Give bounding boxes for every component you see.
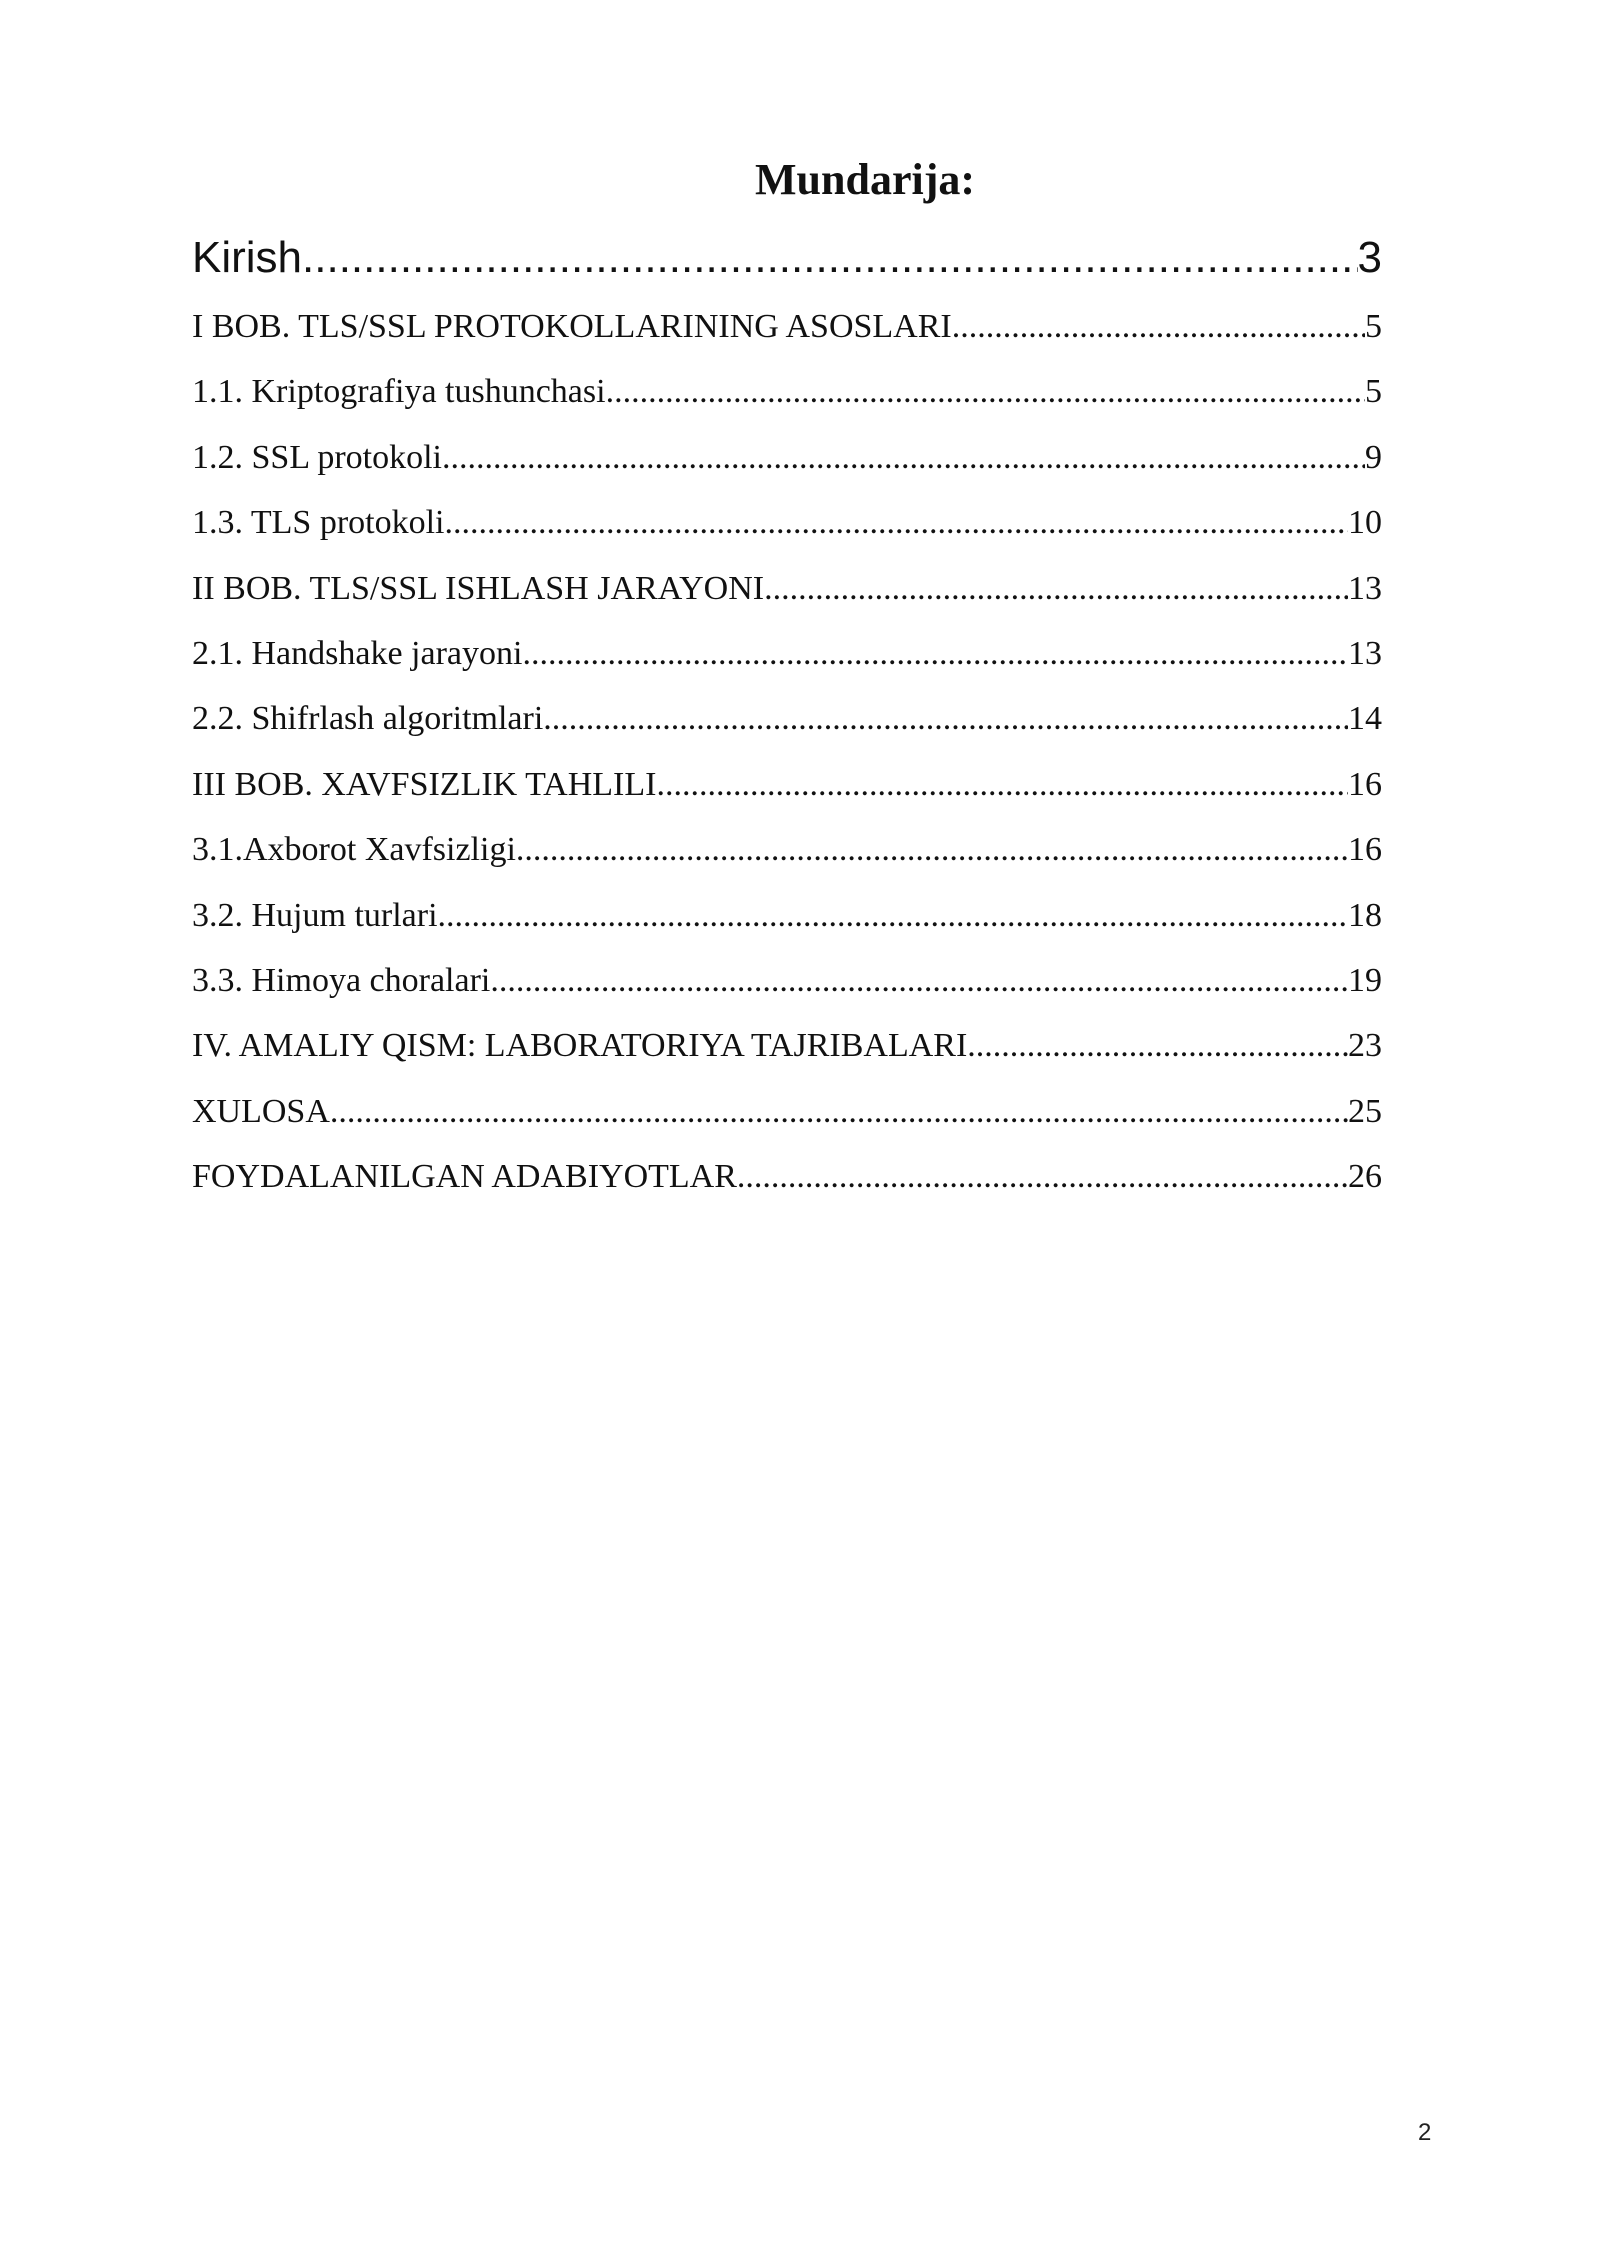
- toc-leader-dots: [445, 490, 1349, 555]
- page-number: 2: [1418, 2119, 1432, 2146]
- toc-entry-page: 23: [1348, 1027, 1382, 1065]
- toc-entry[interactable]: [192, 222, 1382, 294]
- toc-entry[interactable]: [192, 817, 1382, 882]
- toc-entry[interactable]: [192, 294, 1382, 359]
- toc-entry[interactable]: [192, 686, 1382, 751]
- toc-entry-page: 19: [1348, 961, 1382, 999]
- toc-entry[interactable]: [192, 556, 1382, 621]
- toc-entry-page: 16: [1348, 831, 1382, 869]
- toc-title: Mundarija:: [755, 155, 975, 204]
- toc-entry-page: 14: [1348, 700, 1382, 738]
- toc-entry[interactable]: [192, 948, 1382, 1013]
- toc-entry-label: IV. AMALIY QISM: LABORATORIYA TAJRIBALARI: [192, 1027, 968, 1065]
- table-of-contents: [192, 222, 1382, 1209]
- toc-entry[interactable]: [192, 883, 1382, 948]
- toc-entry-page: 18: [1348, 896, 1382, 934]
- toc-entry-label: 1.2. SSL protokoli: [192, 438, 442, 476]
- toc-entry[interactable]: [192, 425, 1382, 490]
- toc-leader-dots: [606, 359, 1365, 424]
- toc-entry-page: 9: [1365, 438, 1382, 476]
- toc-entry-label: FOYDALANILGAN ADABIYOTLAR: [192, 1158, 737, 1196]
- toc-leader-dots: [764, 556, 1348, 621]
- toc-leader-dots: [516, 817, 1348, 882]
- toc-entry-label: 2.2. Shifrlash algoritmlari: [192, 700, 544, 738]
- toc-entry-label: XULOSA: [192, 1092, 330, 1130]
- toc-entry-label: Kirish: [192, 233, 303, 282]
- toc-entry-label: I BOB. TLS/SSL PROTOKOLLARINING ASOSLARI: [192, 308, 952, 345]
- toc-entry[interactable]: [192, 1144, 1382, 1209]
- toc-entry-page: 13: [1348, 569, 1382, 607]
- toc-entry-page: 13: [1348, 634, 1382, 672]
- toc-entry-page: 10: [1348, 504, 1382, 542]
- toc-entry-page: 3: [1357, 233, 1382, 282]
- toc-entry-label: II BOB. TLS/SSL ISHLASH JARAYONI: [192, 569, 765, 607]
- toc-entry-label: 3.3. Himoya choralari: [192, 961, 491, 999]
- toc-entry-label: 3.1.Axborot Xavfsizligi: [192, 831, 516, 869]
- toc-leader-dots: [737, 1144, 1348, 1209]
- toc-entry[interactable]: [192, 490, 1382, 555]
- toc-entry-label: 2.1. Handshake jarayoni: [192, 634, 523, 672]
- toc-entry-page: 5: [1365, 373, 1382, 411]
- toc-leader-dots: [438, 883, 1348, 948]
- toc-entry-label: 3.2. Hujum turlari: [192, 896, 438, 934]
- toc-entry-label: 1.1. Kriptografiya tushunchasi: [192, 373, 606, 411]
- toc-entry-label: 1.3. TLS protokoli: [192, 504, 445, 542]
- toc-entry-page: 5: [1365, 308, 1382, 345]
- toc-entry[interactable]: [192, 752, 1382, 817]
- toc-leader-dots: [967, 1013, 1348, 1078]
- toc-entry[interactable]: [192, 621, 1382, 686]
- toc-entry-page: 16: [1348, 765, 1382, 803]
- toc-leader-dots: [490, 948, 1348, 1013]
- toc-entry[interactable]: [192, 1079, 1382, 1144]
- toc-leader-dots: [330, 1079, 1348, 1144]
- toc-entry[interactable]: [192, 1013, 1382, 1078]
- toc-entry-label: III BOB. XAVFSIZLIK TAHLILI: [192, 765, 657, 803]
- toc-leader-dots: [952, 294, 1365, 359]
- toc-entry-page: 25: [1348, 1092, 1382, 1130]
- toc-leader-dots: [522, 621, 1348, 686]
- toc-leader-dots: [442, 425, 1365, 490]
- toc-leader-dots: [543, 686, 1348, 751]
- toc-entry-page: 26: [1348, 1158, 1382, 1196]
- toc-leader-dots: [302, 222, 1357, 294]
- toc-leader-dots: [656, 752, 1348, 817]
- toc-entry[interactable]: [192, 359, 1382, 424]
